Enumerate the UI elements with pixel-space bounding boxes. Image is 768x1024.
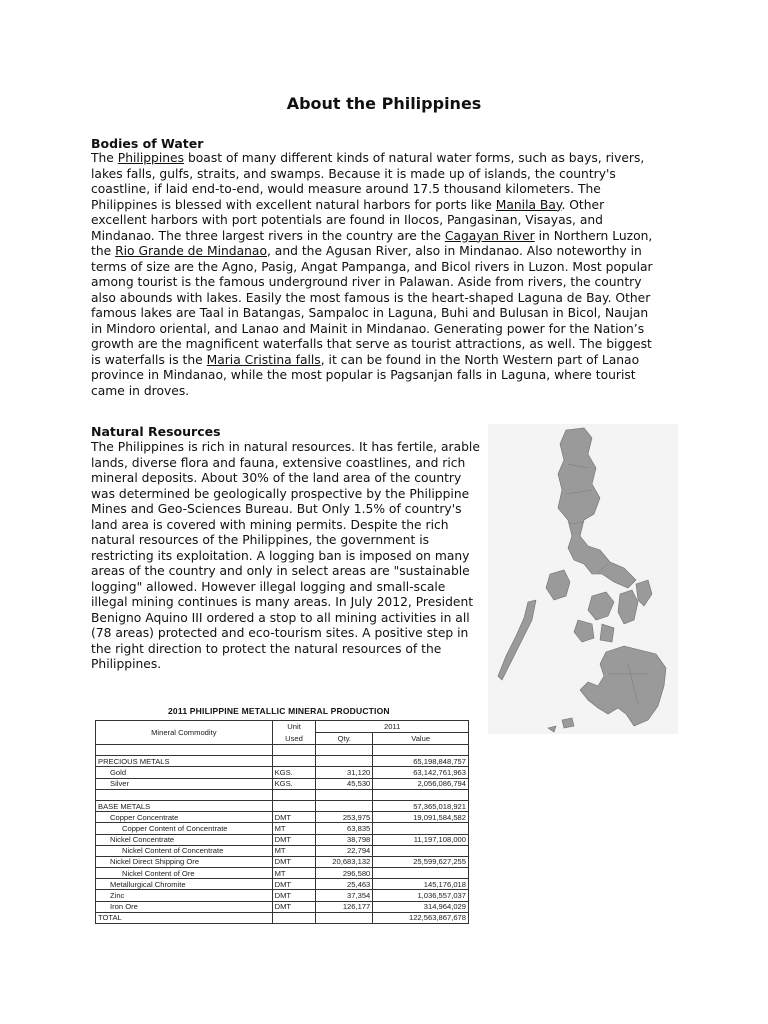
text-run: terms of size are the Agno, Pasig, Angat Pampanga, and Bicol rivers in Luzon. Most popular bbox=[91, 259, 653, 274]
text-run: in Mindoro oriental, and Lanao and Mainit in Mindanao. Generating power for the Nation’s bbox=[91, 321, 645, 336]
text-line bbox=[91, 213, 653, 229]
text-line: areas of the country and only in select areas are "sustainable bbox=[91, 564, 470, 578]
value-cell: 2,056,086,794 bbox=[373, 778, 469, 789]
qty-cell: 22,794 bbox=[316, 845, 373, 856]
unit-cell: KGS. bbox=[272, 778, 316, 789]
text-line bbox=[91, 384, 653, 400]
value-cell: 145,176,018 bbox=[373, 879, 469, 890]
value-cell bbox=[373, 823, 469, 834]
header-unit: Unit bbox=[272, 721, 316, 733]
commodity-cell: Nickel Concentrate bbox=[96, 834, 273, 845]
header-qty: Qty. bbox=[316, 733, 373, 745]
unit-cell: DMT bbox=[272, 812, 316, 823]
value-cell bbox=[373, 868, 469, 879]
commodity-cell: BASE METALS bbox=[96, 800, 273, 811]
table-header-row bbox=[96, 721, 469, 733]
text-run: , it can be found in the North Western part of Lanao bbox=[320, 352, 640, 367]
text-line: mineral deposits. About 30% of the land area of the country bbox=[91, 471, 462, 485]
commodity-cell: Zinc bbox=[96, 890, 273, 901]
text-line bbox=[91, 151, 653, 167]
unit-cell bbox=[272, 745, 316, 756]
commodity-cell: Silver bbox=[96, 778, 273, 789]
qty-cell: 296,580 bbox=[316, 868, 373, 879]
text-line bbox=[91, 368, 653, 384]
text-line: lands, diverse flora and fauna, extensive coastlines, and rich bbox=[91, 455, 466, 470]
natural-resources-paragraph bbox=[91, 440, 480, 673]
table-row bbox=[96, 856, 469, 867]
value-cell bbox=[373, 845, 469, 856]
value-cell: 11,197,108,000 bbox=[373, 834, 469, 845]
commodity-cell: Nickel Content of Concentrate bbox=[96, 845, 273, 856]
qty-cell bbox=[316, 745, 373, 756]
text-line: illegal mining continues is many areas. In July 2012, President bbox=[91, 595, 474, 609]
text-line: logging" allowed. However illegal logging and small-scale bbox=[91, 579, 446, 594]
table-row bbox=[96, 834, 469, 845]
text-line bbox=[91, 198, 653, 214]
qty-cell: 253,975 bbox=[316, 812, 373, 823]
page-title: About the Philippines bbox=[286, 94, 482, 113]
table-row bbox=[96, 778, 469, 789]
mineral-table-title: 2011 PHILIPPINE METALLIC MINERAL PRODUCTION bbox=[168, 706, 390, 716]
commodity-cell bbox=[96, 789, 273, 800]
value-cell: 63,142,761,963 bbox=[373, 767, 469, 778]
qty-cell bbox=[316, 789, 373, 800]
qty-cell: 25,463 bbox=[316, 879, 373, 890]
qty-cell: 20,683,132 bbox=[316, 856, 373, 867]
unit-cell: DMT bbox=[272, 901, 316, 912]
unit-cell bbox=[272, 756, 316, 767]
value-cell: 122,563,867,678 bbox=[373, 912, 469, 923]
value-cell: 314,964,029 bbox=[373, 901, 469, 912]
unit-cell bbox=[272, 789, 316, 800]
mineral-production-table bbox=[95, 720, 469, 924]
text-run: , and the Agusan River, also in Mindanao. Also noteworthy in bbox=[266, 244, 642, 258]
bodies-of-water-paragraph bbox=[91, 151, 653, 399]
value-cell bbox=[373, 745, 469, 756]
table-row bbox=[96, 845, 469, 856]
text-line bbox=[91, 167, 653, 183]
text-run: also abounds with lakes. Easily the most famous is the heart-shaped Laguna de Bay. Other bbox=[91, 290, 651, 305]
qty-cell: 63,835 bbox=[316, 823, 373, 834]
philippines-map bbox=[488, 424, 678, 734]
commodity-cell: Copper Concentrate bbox=[96, 812, 273, 823]
text-line bbox=[91, 291, 653, 307]
text-line: land area is covered with mining permits. Despite the rich bbox=[91, 517, 449, 532]
header-value: Value bbox=[373, 733, 469, 745]
bodies-of-water-heading: Bodies of Water bbox=[91, 136, 204, 151]
table-row bbox=[96, 756, 469, 767]
qty-cell: 37,354 bbox=[316, 890, 373, 901]
text-line: Philippines. bbox=[91, 657, 162, 671]
value-cell bbox=[373, 789, 469, 800]
value-cell: 25,599,627,255 bbox=[373, 856, 469, 867]
commodity-cell: Nickel Direct Shipping Ore bbox=[96, 856, 273, 867]
qty-cell: 38,798 bbox=[316, 834, 373, 845]
text-run: came in droves. bbox=[91, 383, 190, 398]
text-run: lakes falls, gulfs, straits, and swamps. Because it is made up of islands, the country's bbox=[91, 166, 616, 181]
table-row bbox=[96, 789, 469, 800]
text-line: natural resources of the Philippines, the government is bbox=[91, 533, 430, 547]
philippines-map-icon bbox=[488, 424, 678, 734]
value-cell: 1,036,557,037 bbox=[373, 890, 469, 901]
text-run: in Northern Luzon, bbox=[534, 228, 653, 243]
text-run: coastline, if laid end-to-end, would measure around 17.5 thousand kilometers. The bbox=[91, 182, 601, 196]
unit-cell: MT bbox=[272, 868, 316, 879]
text-line: was determined be geologically prospective by the Philippine bbox=[91, 486, 470, 501]
unit-cell: MT bbox=[272, 823, 316, 834]
text-line: restricting its exploitation. A logging ban is imposed on many bbox=[91, 548, 470, 563]
text-line: the right direction to protect the natural resources of the bbox=[91, 641, 442, 656]
text-line bbox=[91, 244, 653, 260]
text-line bbox=[91, 353, 653, 369]
text-line: Benigno Aquino III ordered a stop to all mining activities in all bbox=[91, 610, 470, 625]
text-line bbox=[91, 260, 653, 276]
unit-cell bbox=[272, 912, 316, 923]
commodity-cell: PRECIOUS METALS bbox=[96, 756, 273, 767]
commodity-cell: Metallurgical Chromite bbox=[96, 879, 273, 890]
table-row bbox=[96, 812, 469, 823]
unit-cell: KGS. bbox=[272, 767, 316, 778]
unit-cell: MT bbox=[272, 845, 316, 856]
unit-cell: DMT bbox=[272, 879, 316, 890]
text-line: (78 areas) protected and eco-tourism sites. A positive step in bbox=[91, 626, 469, 640]
text-run: famous lakes are Taal in Batangas, Sampaloc in Laguna, Buhi and Bulusan in Bicol, Naujan bbox=[91, 306, 649, 320]
header-used: Used bbox=[272, 733, 316, 745]
text-run: The bbox=[91, 151, 118, 165]
text-run: province in Mindanao, while the most popular is Pagsanjan falls in Laguna, where tourist bbox=[91, 368, 636, 382]
text-line: Mines and Geo-Sciences Bureau. But Only 1.5% of country's bbox=[91, 502, 462, 516]
text-run: growth are the magnificent waterfalls that serve as tourist attractions, as well. The biggest bbox=[91, 337, 652, 351]
table-row bbox=[96, 890, 469, 901]
text-line bbox=[91, 275, 653, 291]
commodity-cell bbox=[96, 745, 273, 756]
text-run: the bbox=[91, 244, 116, 258]
text-line bbox=[91, 322, 653, 338]
text-run: Philippines is blessed with excellent natural harbors for ports like bbox=[91, 197, 496, 212]
qty-cell bbox=[316, 756, 373, 767]
table-row bbox=[96, 868, 469, 879]
commodity-cell: Copper Content of Concentrate bbox=[96, 823, 273, 834]
value-cell: 65,198,848,757 bbox=[373, 756, 469, 767]
text-line: The Philippines is rich in natural resources. It has fertile, arable bbox=[91, 440, 480, 454]
link[interactable]: Cagayan River bbox=[444, 228, 535, 243]
table-row bbox=[96, 912, 469, 923]
link[interactable]: Rio Grande de Mindanao bbox=[115, 244, 267, 258]
unit-cell: DMT bbox=[272, 834, 316, 845]
link[interactable]: Maria Cristina falls bbox=[206, 352, 321, 367]
commodity-cell: Iron Ore bbox=[96, 901, 273, 912]
qty-cell: 126,177 bbox=[316, 901, 373, 912]
commodity-cell: Nickel Content of Ore bbox=[96, 868, 273, 879]
text-run: excellent harbors with port potentials are found in Ilocos, Pangasinan, Visayas, and bbox=[91, 213, 603, 227]
text-run: . Other bbox=[561, 197, 605, 212]
unit-cell bbox=[272, 800, 316, 811]
natural-resources-heading: Natural Resources bbox=[91, 424, 221, 439]
value-cell: 57,365,018,921 bbox=[373, 800, 469, 811]
link[interactable]: Manila Bay bbox=[495, 197, 562, 212]
text-line bbox=[91, 229, 653, 245]
qty-cell: 31,120 bbox=[316, 767, 373, 778]
value-cell: 19,091,584,582 bbox=[373, 812, 469, 823]
unit-cell: DMT bbox=[272, 856, 316, 867]
text-run: boast of many different kinds of natural water forms, such as bays, rivers, bbox=[184, 151, 645, 165]
table-row bbox=[96, 823, 469, 834]
text-line bbox=[91, 182, 653, 198]
text-line bbox=[91, 306, 653, 322]
header-year: 2011 bbox=[316, 721, 469, 733]
link[interactable]: Philippines bbox=[117, 151, 185, 165]
qty-cell bbox=[316, 912, 373, 923]
table-row bbox=[96, 901, 469, 912]
table-row bbox=[96, 767, 469, 778]
commodity-cell: Gold bbox=[96, 767, 273, 778]
text-run: Mindanao. The three largest rivers in the country are the bbox=[91, 228, 445, 243]
text-line bbox=[91, 337, 653, 353]
text-run: is waterfalls is the bbox=[91, 352, 207, 367]
table-row bbox=[96, 745, 469, 756]
qty-cell bbox=[316, 800, 373, 811]
header-commodity: Mineral Commodity bbox=[96, 721, 273, 745]
table-row bbox=[96, 800, 469, 811]
qty-cell: 45,530 bbox=[316, 778, 373, 789]
commodity-cell: TOTAL bbox=[96, 912, 273, 923]
unit-cell: DMT bbox=[272, 890, 316, 901]
table-row bbox=[96, 879, 469, 890]
text-run: among tourist is the famous underground river in Palawan. Aside from rivers, the country bbox=[91, 275, 642, 289]
